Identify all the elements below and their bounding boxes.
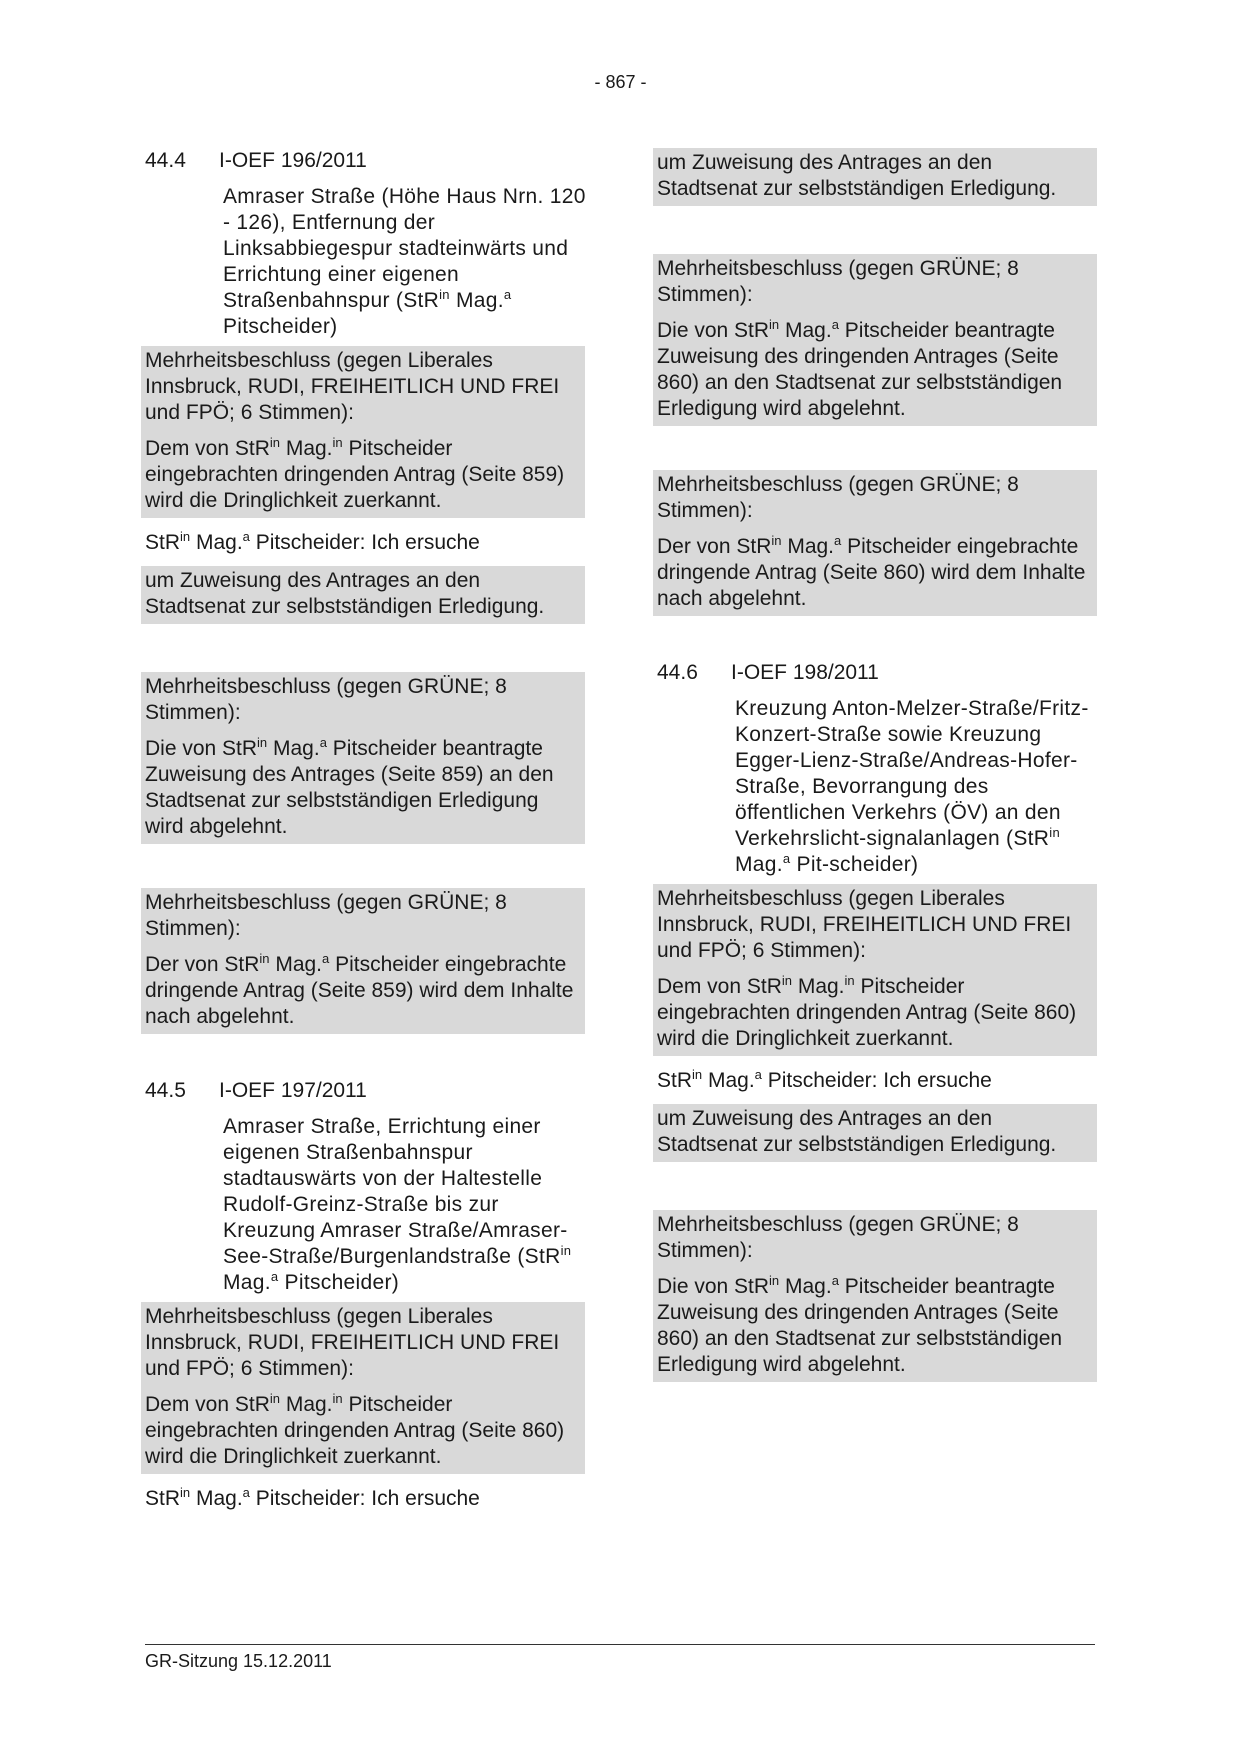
- request-text: um Zuweisung des Antrages an den Stadtsenat zur selbstständigen Erledigung.: [657, 151, 1057, 200]
- resolution-text: Der von StR$^{in}$ Mag.$^a$ Pitscheider eingebrachte dringende Antrag (Seite 860) wird dem Inhalte nach abgelehnt.: [657, 533, 1086, 610]
- resolution-box: [141, 346, 585, 518]
- item-description: Kreuzung Anton-Melzer-Straße/Fritz-Konzert-Straße sowie Kreuzung Egger-Lienz-Straße/Andreas-Hofer-Straße, Bevorrangung des öffentlichen Verkehrs (ÖV) an den Verkehrslicht-signalanlagen (StR$^{in}$ Mag.$^a$ Pit-scheider): [735, 697, 1089, 876]
- resolution-title: Mehrheitsbeschluss (gegen Liberales Innsbruck, RUDI, FREIHEITLICH UND FREI und FPÖ; 6 Stimmen):: [145, 349, 560, 424]
- resolution-title: Mehrheitsbeschluss (gegen Liberales Innsbruck, RUDI, FREIHEITLICH UND FREI und FPÖ; 6 Stimmen):: [145, 1305, 560, 1380]
- request-box: [141, 566, 585, 624]
- item-heading-44-6: [657, 660, 1101, 686]
- resolution-title: Mehrheitsbeschluss (gegen GRÜNE; 8 Stimmen):: [657, 257, 1019, 306]
- speaker-line: StR$^{in}$ Mag.$^a$ Pitscheider: Ich ersuche: [145, 1485, 480, 1510]
- speaker-line: StR$^{in}$ Mag.$^a$ Pitscheider: Ich ersuche: [657, 1067, 992, 1092]
- resolution-box: [653, 1210, 1097, 1382]
- item-number: 44.6: [657, 661, 698, 684]
- item-description: Amraser Straße (Höhe Haus Nrn. 120 - 126), Entfernung der Linksabbiegespur stadteinwärts und Errichtung einer eigenen Straßenbahnspur (StR$^{in}$ Mag.$^a$ Pitscheider): [223, 185, 586, 338]
- request-box: [653, 1104, 1097, 1162]
- resolution-title: Mehrheitsbeschluss (gegen GRÜNE; 8 Stimmen):: [145, 891, 507, 940]
- item-heading-44-4: [145, 148, 589, 174]
- resolution-text: Die von StR$^{in}$ Mag.$^a$ Pitscheider beantragte Zuweisung des dringenden Antrages (Seite 860) an den Stadtsenat zur selbstständigen Erledigung wird abgelehnt.: [657, 317, 1063, 420]
- resolution-box: [653, 884, 1097, 1056]
- resolution-title: Mehrheitsbeschluss (gegen GRÜNE; 8 Stimmen):: [145, 675, 507, 724]
- request-box: [653, 148, 1097, 206]
- resolution-title: Mehrheitsbeschluss (gegen GRÜNE; 8 Stimmen):: [657, 1213, 1019, 1262]
- item-reference: I-OEF 197/2011: [219, 1079, 367, 1102]
- resolution-text: Die von StR$^{in}$ Mag.$^a$ Pitscheider beantragte Zuweisung des Antrages (Seite 859) an den Stadtsenat zur selbstständigen Erledigung wird abgelehnt.: [145, 735, 554, 838]
- resolution-box: [653, 470, 1097, 616]
- item-reference: I-OEF 198/2011: [731, 661, 879, 684]
- resolution-text: Dem von StR$^{in}$ Mag.$^{in}$ Pitscheider eingebrachten dringenden Antrag (Seite 860) wird die Dringlichkeit zuerkannt.: [145, 1391, 565, 1468]
- left-column: [145, 148, 589, 1522]
- resolution-text: Dem von StR$^{in}$ Mag.$^{in}$ Pitscheider eingebrachten dringenden Antrag (Seite 860) wird die Dringlichkeit zuerkannt.: [657, 973, 1077, 1050]
- request-text: um Zuweisung des Antrages an den Stadtsenat zur selbstständigen Erledigung.: [657, 1107, 1057, 1156]
- item-number: 44.4: [145, 149, 186, 172]
- item-description: Amraser Straße, Errichtung einer eigenen Straßenbahnspur stadtauswärts von der Haltestelle Rudolf-Greinz-Straße bis zur Kreuzung Amraser Straße/Amraser-See-Straße/Burgenlandstraße (StR$^{in}$ Mag.$^a$ Pitscheider): [223, 1115, 572, 1294]
- resolution-text: Der von StR$^{in}$ Mag.$^a$ Pitscheider eingebrachte dringende Antrag (Seite 859) wird dem Inhalte nach abgelehnt.: [145, 951, 574, 1028]
- footer-divider: [145, 1644, 1095, 1645]
- item-heading-44-5: [145, 1078, 589, 1104]
- request-text: um Zuweisung des Antrages an den Stadtsenat zur selbstständigen Erledigung.: [145, 569, 545, 618]
- resolution-text: Die von StR$^{in}$ Mag.$^a$ Pitscheider beantragte Zuweisung des dringenden Antrages (Seite 860) an den Stadtsenat zur selbstständigen Erledigung wird abgelehnt.: [657, 1273, 1063, 1376]
- resolution-box: [141, 888, 585, 1034]
- item-number: 44.5: [145, 1079, 186, 1102]
- item-reference: I-OEF 196/2011: [219, 149, 367, 172]
- resolution-box: [653, 254, 1097, 426]
- page-number: - 867 -: [594, 72, 647, 92]
- resolution-box: [141, 1302, 585, 1474]
- footer-text: GR-Sitzung 15.12.2011: [145, 1651, 332, 1671]
- right-column: [657, 148, 1101, 1382]
- resolution-title: Mehrheitsbeschluss (gegen Liberales Innsbruck, RUDI, FREIHEITLICH UND FREI und FPÖ; 6 Stimmen):: [657, 887, 1072, 962]
- speaker-line: StR$^{in}$ Mag.$^a$ Pitscheider: Ich ersuche: [145, 529, 480, 554]
- resolution-title: Mehrheitsbeschluss (gegen GRÜNE; 8 Stimmen):: [657, 473, 1019, 522]
- resolution-box: [141, 672, 585, 844]
- resolution-text: Dem von StR$^{in}$ Mag.$^{in}$ Pitscheider eingebrachten dringenden Antrag (Seite 859) wird die Dringlichkeit zuerkannt.: [145, 435, 565, 512]
